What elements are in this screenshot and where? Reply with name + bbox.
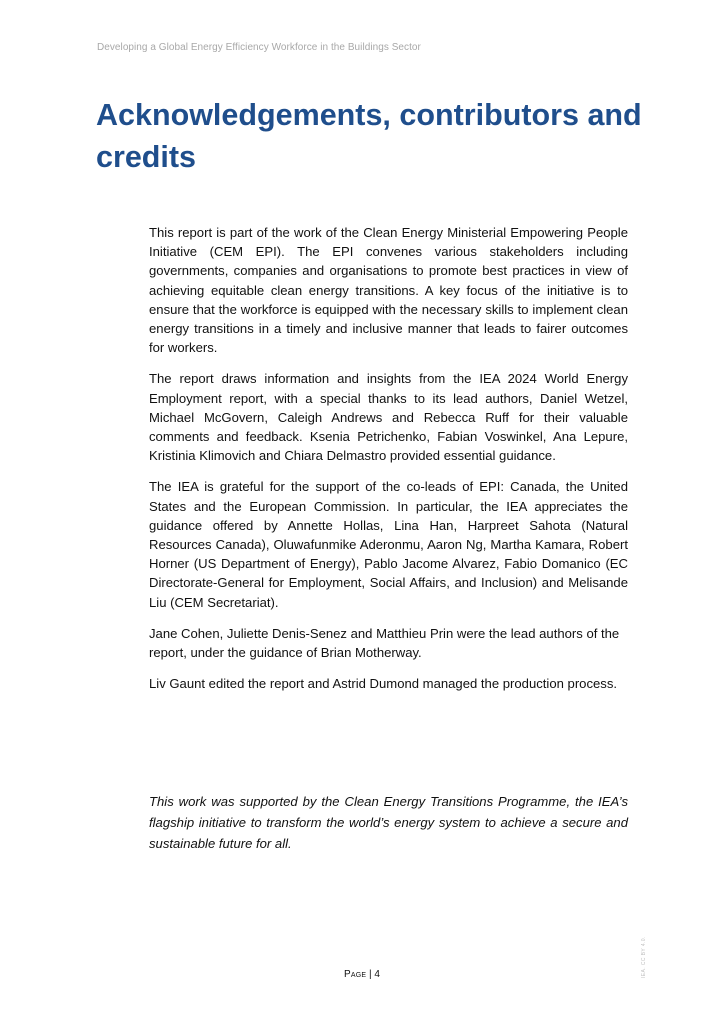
paragraph-cem-epi: This report is part of the work of the Clean Energy Ministerial Empowering People Initiative (CEM EPI). The EPI convenes various stakeholders including governments, companies and organisations to promote best practices in view of achieving equitable clean energy transitions. A key focus of the initiative is to ensure that the workforce is equipped with the necessary skills to implement clean energy transitions in a timely and inclusive manner that leads to fairer outcomes for workers.	[149, 225, 628, 356]
page-separator: |	[366, 969, 375, 980]
paragraph-lead-authors: Jane Cohen, Juliette Denis-Senez and Matthieu Prin were the lead authors of the report, under the guidance of Brian Motherway.	[149, 625, 620, 661]
running-header: Developing a Global Energy Efficiency Workforce in the Buildings Sector	[97, 42, 421, 53]
paragraph-editing-production: Liv Gaunt edited the report and Astrid Dumond managed the production process.	[149, 676, 618, 692]
page-footer	[0, 969, 724, 980]
support-note: This work was supported by the Clean Energy Transitions Programme, the IEA’s flagship initiative to transform the world’s energy system to achieve a secure and sustainable future for all.	[149, 794, 628, 851]
page-label: Page	[344, 969, 367, 980]
page-number: 4	[374, 969, 380, 980]
acknowledgements-body	[149, 223, 628, 705]
page-title: Acknowledgements, contributors and credits	[96, 98, 642, 174]
paragraph-epi-co-leads: The IEA is grateful for the support of the co-leads of EPI: Canada, the United States and the European Commission. In particular, the IEA appreciates the guidance offered by Annette Hollas, Lina Han, Harpreet Sahota (Natural Resources Canada), Oluwafunmike Aderonmu, Aaron Ng, Martha Kamara, Robert Horner (US Department of Energy), Pablo Jacome Alvarez, Fabio Domanico (EC Directorate-General for Employment, Social Affairs, and Inclusion) and Melisande Liu (CEM Secretariat).	[149, 479, 628, 610]
paragraph-world-energy-employment: The report draws information and insights from the IEA 2024 World Energy Employment report, with a special thanks to its lead authors, Daniel Wetzel, Michael McGovern, Caleigh Andrews and Rebecca Ruff for their valuable comments and feedback. Ksenia Petrichenko, Fabian Voswinkel, Ana Lepure, Kristinia Klimovich and Chiara Delmastro provided essential guidance.	[149, 371, 628, 464]
license-mark: IEA. CC BY 4.0.	[641, 936, 647, 978]
